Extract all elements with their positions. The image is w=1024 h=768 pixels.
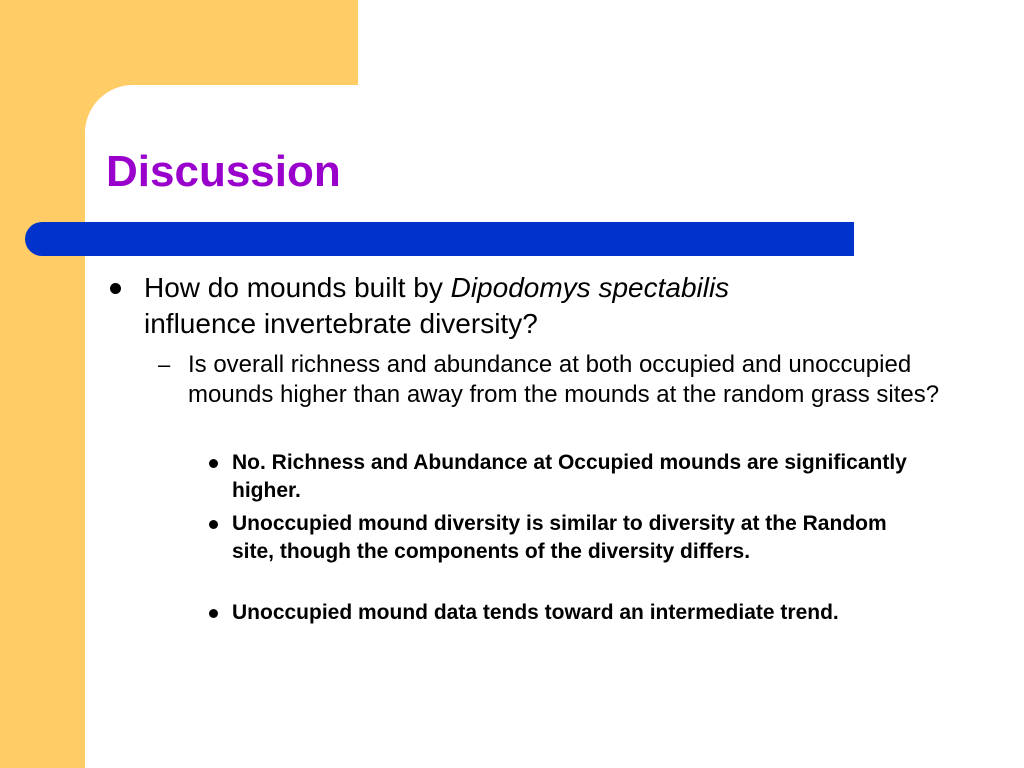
level1-text-end: influence invertebrate diversity?: [144, 308, 538, 339]
level1-text-start: How do mounds built by: [144, 272, 451, 303]
level3-text-3: Unoccupied mound data tends toward an intermediate trend.: [232, 601, 839, 624]
slide-title: Discussion: [106, 147, 341, 196]
level1-text: [144, 270, 904, 342]
level3-bullet: [209, 609, 218, 618]
level3-text-2: Unoccupied mound diversity is similar to diversity at the Random site, though the components of the diversity differs.: [232, 512, 887, 563]
level3-text-1: No. Richness and Abundance at Occupied mounds are significantly higher.: [232, 451, 907, 502]
level2-text: Is overall richness and abundance at both occupied and unoccupied mounds higher than away from the mounds at the random grass sites?: [188, 351, 940, 408]
level2-dash: –: [158, 352, 171, 377]
level3-bullet: [209, 459, 218, 468]
species-name: Dipodomys spectabilis: [450, 272, 730, 303]
level3-bullet: [209, 520, 218, 529]
level1-bullet: [110, 283, 121, 294]
